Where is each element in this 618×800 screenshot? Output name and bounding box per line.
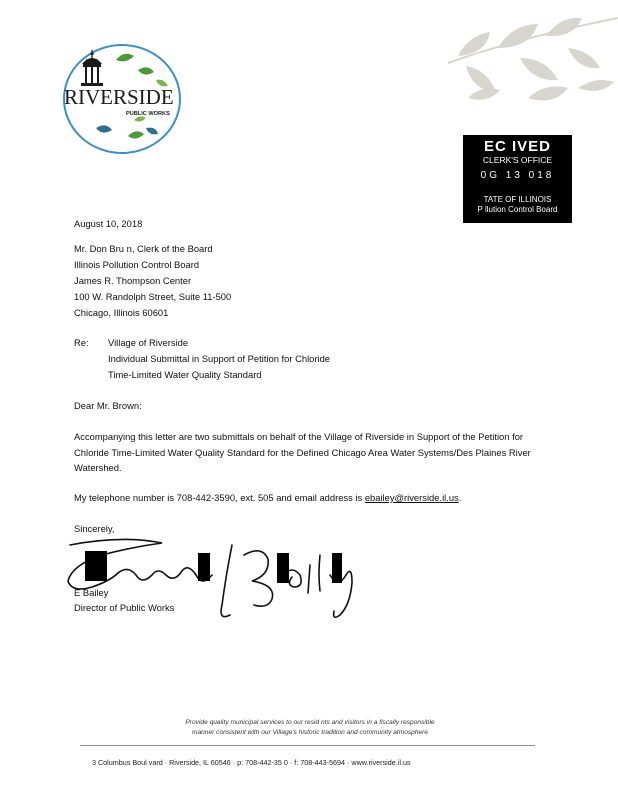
stamp-received: EC IVED [483,138,551,155]
salutation: Dear Mr. Brown: [74,400,142,411]
footer-address: 3 Columbus Boul vard · Riverside, IL 60546 · p: 708-442-35 0 · f: 708-443-5694 · www.riverside.il.us [92,758,411,767]
recipient-block [74,241,231,321]
recipient-line: Illinois Pollution Control Board [74,259,200,270]
closing: Sincerely, [74,523,115,534]
leaf-branch-icon [448,18,618,101]
re-line: Village of Riverside [108,337,189,348]
recipient-line: 100 W. Randolph Street, Suite 11-500 [74,291,232,302]
gazebo-icon [81,50,103,86]
contact-text: My telephone number is 708-442-3590, ext. 505 and email address is [74,492,365,503]
re-label: Re: [74,337,89,348]
tagline-line: manner consistent with our Village's historic tradition and community atmosphere [191,729,429,736]
re-block [108,335,330,383]
footer-tagline [120,718,500,738]
signer-title: Director of Public Works [74,602,175,613]
letter-date: August 10, 2018 [74,218,143,229]
contact-period: . [458,492,462,503]
received-stamp [463,135,572,223]
recipient-line: James R. Thompson Center [74,275,192,286]
email-link[interactable]: ebailey@riverside.il.us [364,492,459,503]
signer-name: E Bailey [74,587,109,598]
body-paragraph-1: Accompanying this letter are two submittals on behalf of the Village of Riverside in Support of the Petition for Chloride Time-Limited Water Quality Standard for the Defined Chicago Area Water Systems/Des Plaines River Watershed. [74,431,531,473]
tagline-line: Provide quality municipal services to our resid nts and visitors in a fiscally responsible [185,719,435,726]
stamp-board: P llution Control Board [477,205,558,214]
recipient-line: Mr. Don Bru n, Clerk of the Board [74,243,213,254]
logo-name: RIVERSIDE [64,85,174,109]
stamp-date: 0G 13 018 [480,170,555,181]
riverside-public-works-logo [56,40,188,158]
logo-subtitle: PUBLIC WORKS [126,111,170,117]
re-line: Time-Limited Water Quality Standard [108,369,262,380]
recipient-line: Chicago, Illinois 60601 [74,307,169,318]
leaves-watermark [428,8,618,133]
body-paragraph-2 [74,490,461,506]
stamp-office: CLERK'S OFFICE [482,155,553,165]
signature-redaction [85,551,342,583]
footer-divider [80,745,535,746]
re-line: Individual Submittal in Support of Petition for Chloride [108,353,330,364]
stamp-state: TATE OF ILLINOIS [483,195,552,204]
